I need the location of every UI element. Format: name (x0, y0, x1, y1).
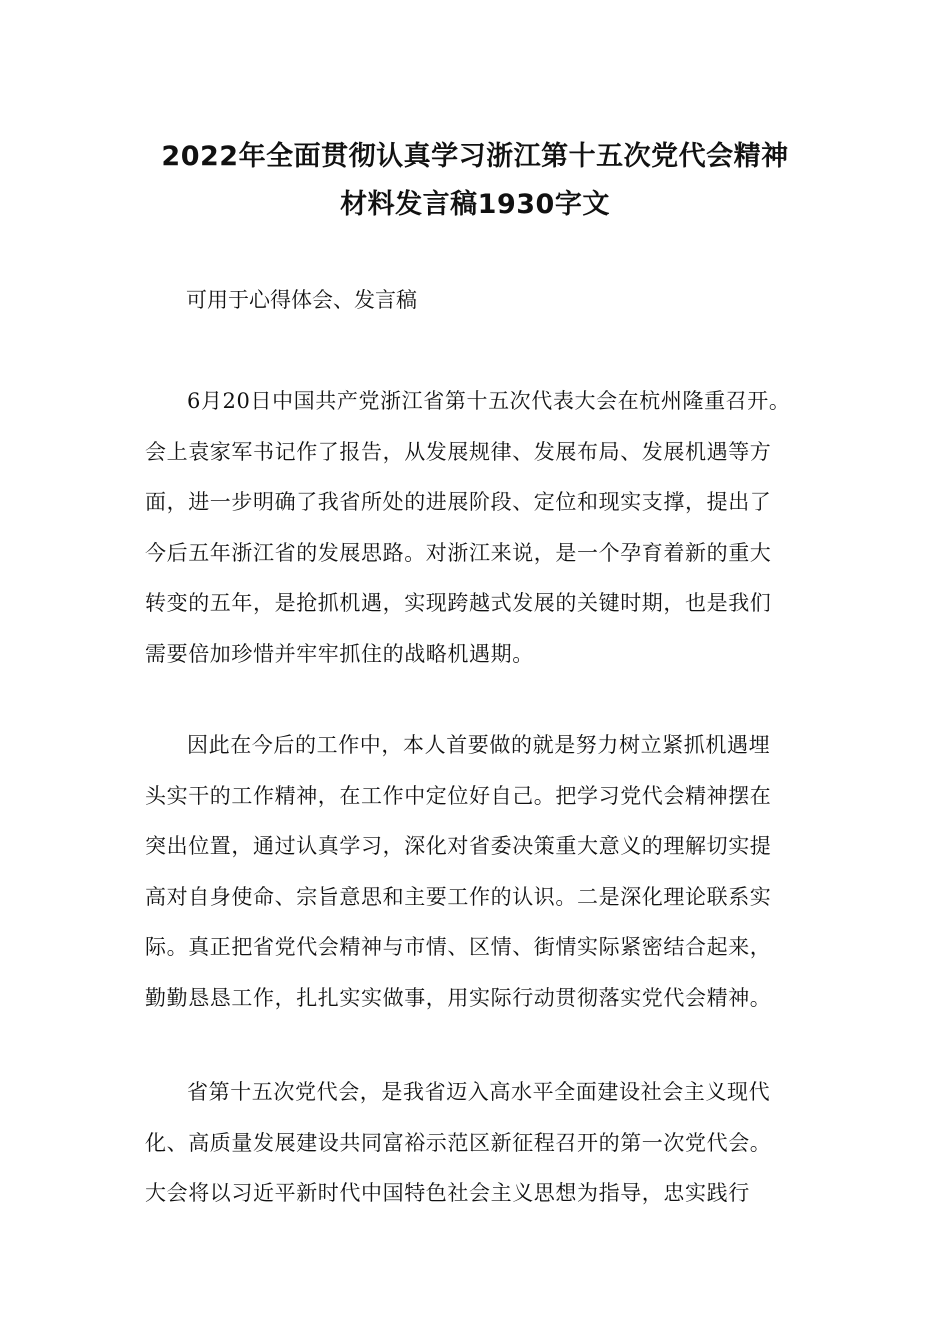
paragraph-1 (145, 384, 845, 687)
paragraph-2 (145, 728, 845, 1031)
paragraph-line: 省第十五次党代会，是我省迈入高水平全面建设社会主义现代 (187, 1080, 771, 1104)
paragraph-line: 需要倍加珍惜并牢牢抓住的战略机遇期。 (145, 641, 534, 666)
document-subtitle: 可用于心得体会、发言稿 (186, 288, 417, 312)
paragraph-line: 面，进一步明确了我省所处的进展阶段、定位和现实支撑，提出了 (145, 490, 772, 514)
paragraph-line: 高对自身使命、宗旨意思和主要工作的认识。二是深化理论联系实 (145, 884, 772, 909)
paragraph-line: 会上袁家军书记作了报告，从发展规律、发展布局、发展机遇等方 (145, 439, 772, 464)
paragraph-line: 因此在今后的工作中，本人首要做的就是努力树立紧抓机遇埋 (187, 733, 771, 757)
document-title-line-1: 2022年全面贯彻认真学习浙江第十五次党代会精神 (161, 141, 789, 172)
paragraph-line: 6月20日中国共产党浙江省第十五次代表大会在杭州隆重召开。 (187, 389, 791, 413)
paragraph-3 (145, 1075, 845, 1227)
paragraph-line: 际。真正把省党代会精神与市情、区情、街情实际紧密结合起来， (145, 935, 772, 959)
paragraph-line: 头实干的工作精神，在工作中定位好自己。把学习党代会精神摆在 (145, 783, 772, 808)
paragraph-line: 化、高质量发展建设共同富裕示范区新征程召开的第一次党代会。 (145, 1130, 772, 1155)
paragraph-line: 今后五年浙江省的发展思路。对浙江来说，是一个孕育着新的重大 (145, 540, 772, 565)
paragraph-line: 转变的五年，是抢抓机遇，实现跨越式发展的关键时期，也是我们 (145, 591, 772, 615)
document-title-line-2: 材料发言稿1930字文 (340, 189, 610, 220)
paragraph-line: 突出位置，通过认真学习，深化对省委决策重大意义的理解切实提 (145, 834, 772, 858)
paragraph-line: 勤勤恳恳工作，扎扎实实做事，用实际行动贯彻落实党代会精神。 (145, 985, 772, 1010)
paragraph-line: 大会将以习近平新时代中国特色社会主义思想为指导，忠实践行 (145, 1181, 750, 1205)
